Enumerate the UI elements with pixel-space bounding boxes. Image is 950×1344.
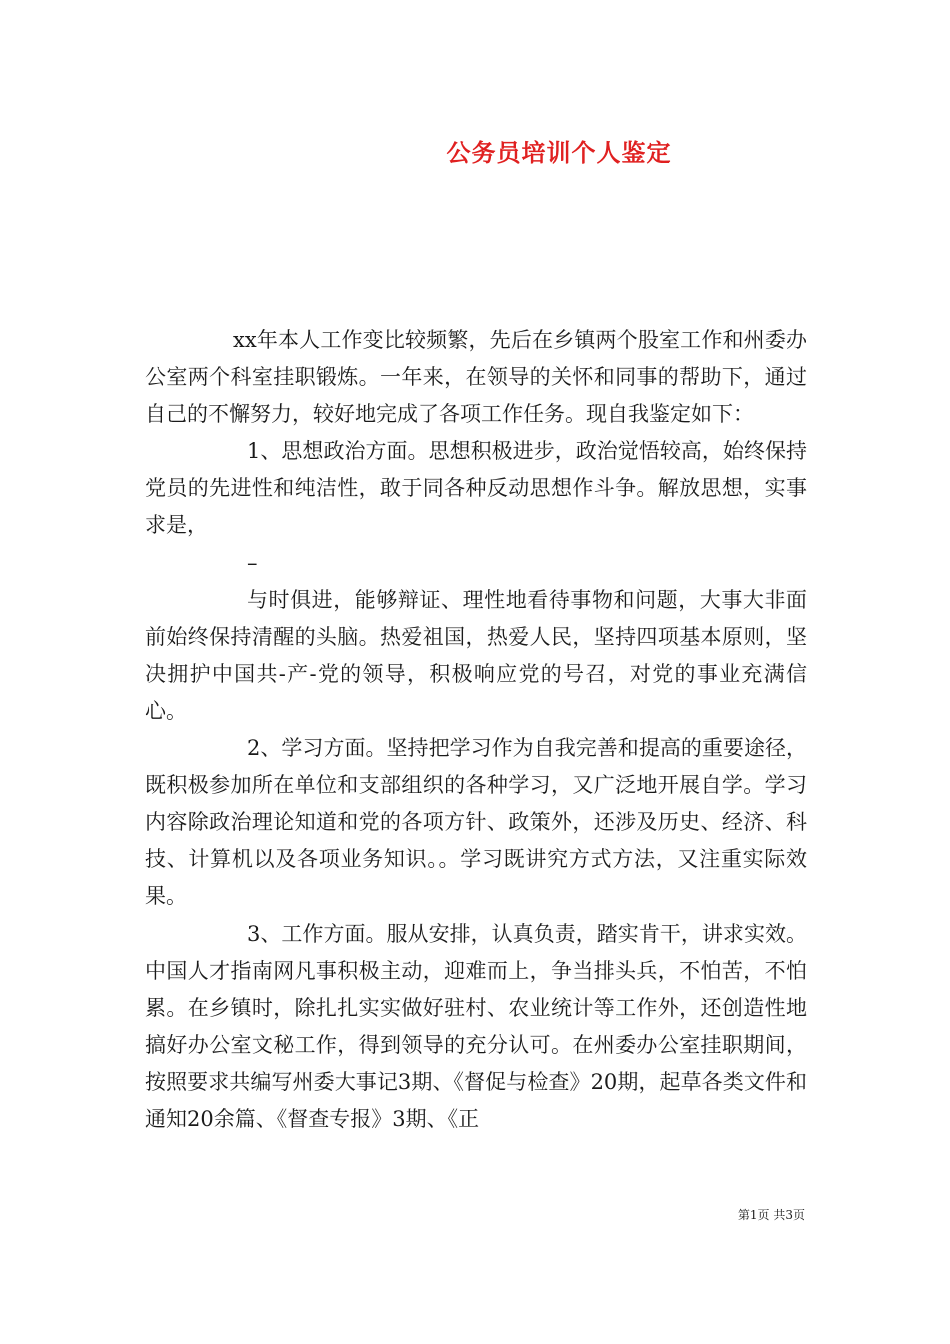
page-break-dash: – [247, 550, 258, 575]
section-2-paragraph: 2、学习方面。坚持把学习作为自我完善和提高的重要途径，既积极参加所在单位和支部组织的各种学习，又广泛地开展自学。学习内容除政治理论知道和党的各项方针、政策外，还涉及历史、经济、科技、计算机以及各项业务知识。。学习既讲究方式方法，又注重实际效果。 [145, 736, 807, 909]
page-number-footer: 第1页 共3页 [737, 1208, 805, 1222]
section-3-paragraph: 3、工作方面。服从安排，认真负责，踏实肯干，讲求实效。中国人才指南网凡事积极主动，迎难而上，争当排头兵，不怕苦，不怕累。在乡镇时，除扎扎实实做好驻村、农业统计等工作外，还创造性地搞好办公室文秘工作，得到领导的充分认可。在州委办公室挂职期间，按照要求共编写州委大事记3期、《督促与检查》20期，起草各类文件和通知20余篇、《督查专报》3期、《正 [145, 921, 807, 1131]
document-body [145, 322, 807, 1138]
document-title: 公务员培训个人鉴定 [446, 138, 672, 167]
section-1-paragraph: 1、思想政治方面。思想积极进步，政治觉悟较高，始终保持党员的先进性和纯洁性，敢于同各种反动思想作斗争。解放思想，实事求是， [145, 439, 807, 538]
section-1-continuation: 与时俱进，能够辩证、理性地看待事物和问题，大事大非面前始终保持清醒的头脑。热爱祖国，热爱人民，坚持四项基本原则，坚决拥护中国共-产-党的领导，积极响应党的号召，对党的事业充满信心。 [145, 587, 807, 723]
intro-paragraph: xx年本人工作变比较频繁，先后在乡镇两个股室工作和州委办公室两个科室挂职锻炼。一年来，在领导的关怀和同事的帮助下，通过自己的不懈努力，较好地完成了各项工作任务。现自我鉴定如下： [145, 328, 807, 427]
